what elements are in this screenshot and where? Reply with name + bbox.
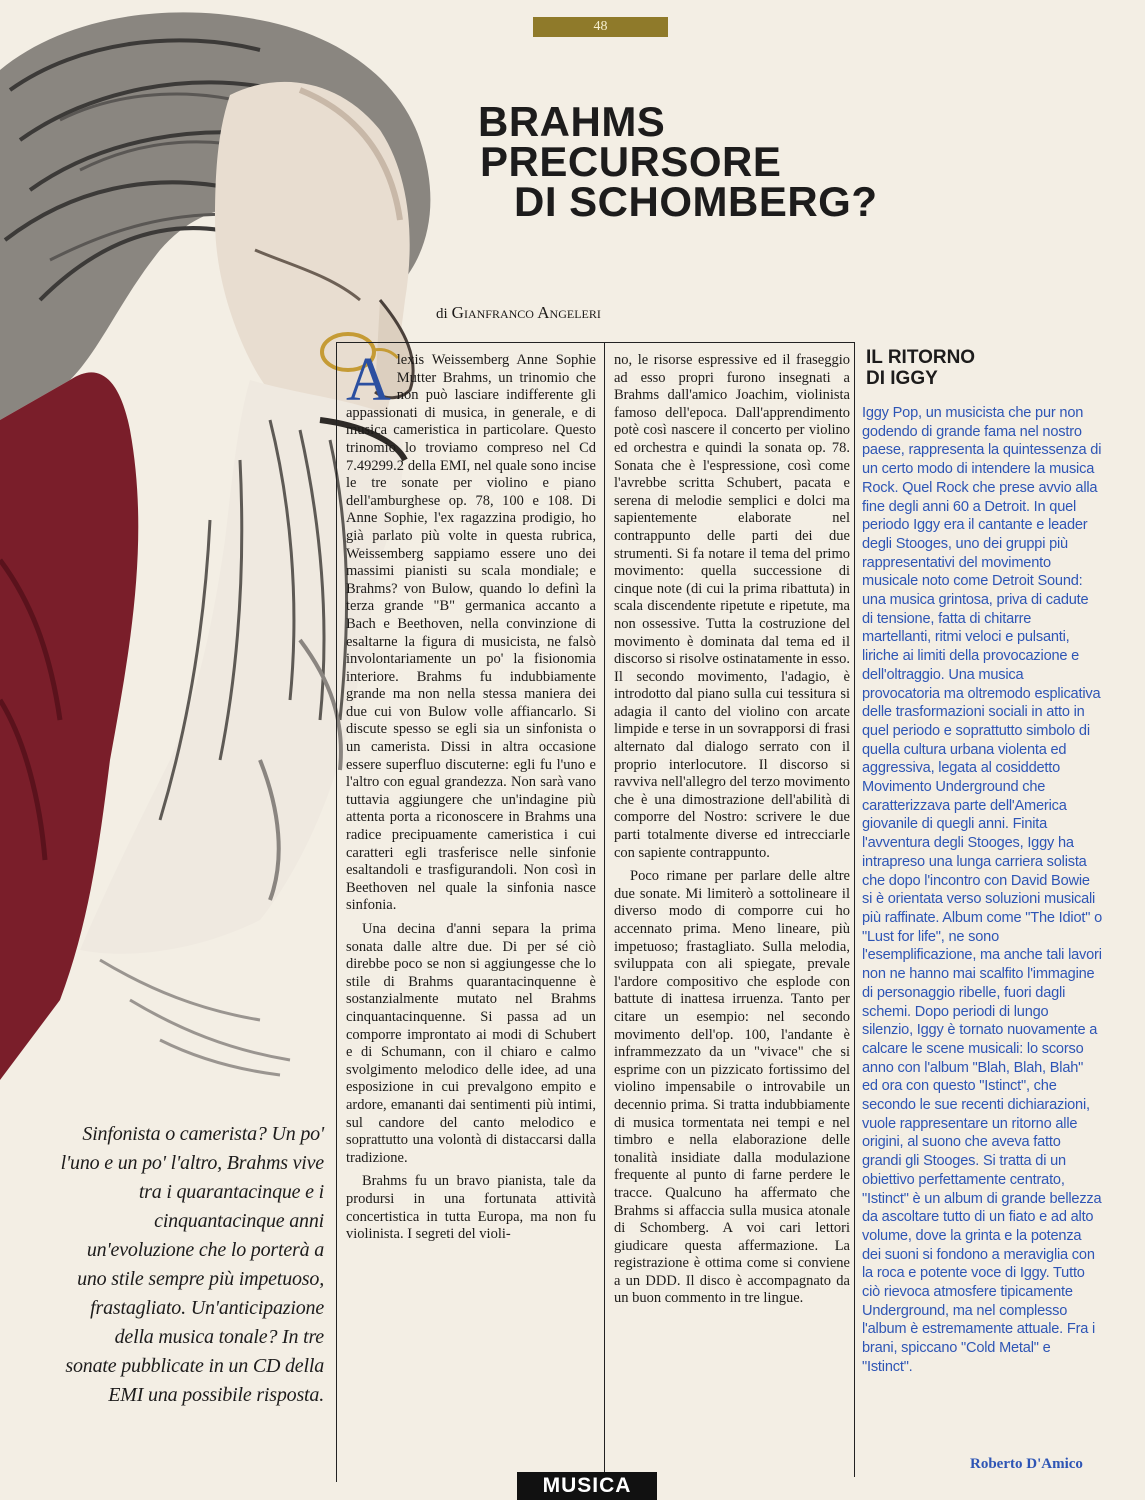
- byline-author: Gianfranco Angeleri: [451, 303, 601, 322]
- paragraph-5: Poco rimane per parlare delle altre due sonate. Mi limiterò a sottolineare il diverso modo di comporre cui ho accennato prima. Meno lineare, più impetuoso; frastagliato. Sulla melodia, sviluppata con ali spiegate, prevale l'ardore compositivo che esplode con battute di inattesa irruenza. Tanto per citare un esempio: nel secondo movimento dell'op. 100, l'andante è inframmezzato da un "vivace" che si esprime con un pizzicato fortissimo del violino impensabile o introvabile un decennio prima. Si tratta indubbiamente di musica tormentata nei tempi e nel timbro e nella elaborazione delle tonalità insidiate dalla modulazione frequente al punto di farne perdere le tracce. Qualcuno ha affermato che Brahms si affaccia sulla musica atonale di Schomberg. A voi cari lettori giudicare questa affermazione. La registrazione è ottima come si conviene a un DDD. Il disco è accompagnato da un buon commento in tre lingue.: [614, 868, 850, 1307]
- pull-quote: Sinfonista o camerista? Un po' l'uno e un po' l'altro, Brahms vive tra i quarantacinque e i cinquantacinque anni un'evoluzione che lo porterà a uno stile sempre più impetuoso, frastagliato. Un'anticipazione della musica tonale? In tre sonate pubblicate in un CD della EMI una possibile risposta.: [60, 1123, 324, 1406]
- paragraph-2: Una decina d'anni separa la prima sonata dalle altre due. Di per sé ciò direbbe poco se non si aggiungesse che lo stile di Brahms quarantacinquenne è sostanzialmente mutato nel Brahms cinquantacinquenne. Si passa ad un comporre improntato ai modi di Schubert e di Schumann, con il chiaro e calmo svolgimento melodico delle idee, ad una esposizione in cui prevalgono empito e ardore, emananti dai sentimenti più intimi, sul candore del canto melodico e soprattutto una volontà di distaccarsi dalla tradizione.: [346, 921, 596, 1166]
- article-column-1: [346, 346, 596, 1244]
- portrait-coat: [0, 372, 138, 1080]
- paragraph-4: no, le risorse espressive ed il fraseggio ad esso propri furono insegnati a Brahms dall'amico Joachim, violinista famoso dell'epoca. Dall'apprendimento potè così nascere il concerto per violino ed orchestra e quindi la sonata op. 78. Sonata che è l'espressione, così come l'avrebbe scritta Schubert, pacata e serena di melodie semplici e dolci ma sapientemente elaborate nel contrappunto delle parti dei due strumenti. Si fa notare il tema del primo movimento: quella successione di cinque note (di cui la prima ribattuta) in scala discendente ripetute e ripetute, ma non ossessive. Tutta la costruzione del movimento è dominata dal tema ed il discorso si risolve ostinatamente in esso. Il secondo movimento, l'adagio, è introdotto dal piano sulla cui tessitura si adagia il canto del violino con arcate limpide e terse in un sovrapporsi di frasi alternato dal dialogo serrato con il proprio interlocutore. Il discorso si ravviva nell'allegro del terzo movimento che è una dimostrazione dell'abilità di comporre del Nostro: scrivere le due parti totalmente diverse ed intrecciarle con sapiente contrappunto.: [614, 352, 850, 861]
- column-rule-left: [336, 342, 337, 1482]
- column-rule-top: [336, 342, 854, 343]
- title-line-1: BRAHMS: [478, 98, 666, 145]
- sidebar-title-line-2: DI IGGY: [866, 368, 938, 389]
- column-rule-middle: [604, 342, 605, 1472]
- sidebar-body: Iggy Pop, un musicista che pur non godendo di grande fama nel nostro paese, rappresenta la quintessenza di un certo modo di intendere la musica Rock. Quel Rock che prese avvio alla fine degli anni 60 a Detroit. In quel periodo Iggy era il cantante e leader degli Stooges, uno dei gruppi più rappresentativi del movimento musicale noto come Detroit Sound: una musica grintosa, priva di cadute di tensione, fatta di chitarre martellanti, ritmi veloci e pulsanti, liriche ai limiti della provocazione e dell'oltraggio. Una musica provocatoria ma oltremodo esplicativa delle trasformazioni sociali in atto in quel periodo e soprattutto simbolo di quella cultura urbana violenta ed aggressiva, legata al cosiddetto Movimento Underground che caratterizzava parte dell'America giovanile di quegli anni. Finita l'avventura degli Stooges, Iggy ha intrapreso una lunga carriera solista che dopo l'incontro con David Bowie si è orientata verso soluzioni musicali più raffinate. Album come "The Idiot" o "Lust for life", ne sono l'esemplificazione, ma anche tali lavori non ne hanno mai scalfito l'immagine di personaggio ribelle, fuori dagli schemi. Dopo periodi di lungo silenzio, Iggy è tornato nuovamente a calcare le scene musicali: lo scorso anno con l'album "Blah, Blah, Blah" ed ora con questo "Istinct", che secondo le sue recenti dichiarazioni, vuole rappresentare un ritorno alle origini, al suono che aveva fatto grandi gli Stooges. Si tratta di un obiettivo perfettamente centrato, "Istinct" è un album di grande bellezza da ascoltare tutto di un fiato e ad alto volume, dove la grinta e la potenza dei suoni si fondono a meraviglia con la roca e potente voce di Iggy. Tutto ciò rievoca atmosfere tipicamente Underground, ma nel complesso l'album è estremamente attuale. Fra i brani, spiccano "Cold Metal" e "Istinct".: [862, 405, 1102, 1375]
- article-column-2: [614, 352, 850, 1308]
- section-label: MUSICA: [517, 1472, 657, 1500]
- byline: [436, 303, 601, 323]
- column-rule-right: [854, 342, 855, 1477]
- sidebar-title: [866, 347, 975, 389]
- article-title: [478, 98, 878, 225]
- title-line-2: PRECURSORE: [480, 138, 782, 185]
- byline-prefix: di: [436, 306, 448, 322]
- sidebar-title-line-1: IL RITORNO: [866, 347, 976, 368]
- page-number: 48: [533, 17, 668, 37]
- sidebar-signature: Roberto D'Amico: [970, 1456, 1083, 1472]
- paragraph-3: Brahms fu un bravo pianista, tale da prodursi in una fortunata attività concertistica in tutta Europa, ma non fu violinista. I segreti del violi-: [346, 1173, 596, 1243]
- drop-cap: A: [346, 346, 391, 414]
- paragraph-1: Alexis Weissemberg Anne Sophie Mutter Brahms, un trinomio che non può lasciare indifferente gli appassionati di musica, in generale, e di musica cameristica in particolare. Questo trinomio lo troviamo compreso nel Cd 7.49299.2 della EMI, nel quale sono incise le tre sonate per violino e piano dell'amburghese op. 78, 100 e 108. Di Anne Sophie, l'ex ragazzina prodigio, ho già parlato più volte in questa rubrica, Weissemberg sappiamo essere uno dei massimi pianisti su scala mondiale; e Brahms? von Bulow, quando lo definì la terza grande "B" germanica accanto a Bach e Beethoven, nella convinzione di esaltarne la figura di musicista, ne falsò involontariamente un po' la fisionomia interiore. Brahms fu indubbiamente grande ma non nella stessa maniera dei due cui von Bulow volle affiancarlo. Si discute spesso se egli sia un sinfonista o un camerista. Dissi in altra occasione essere superfluo discuterne: egli fu l'uno e l'altro con egual grandezza. Non sarà vano tuttavia aggiungere che un'indagine più attenta porta a riconoscere in Brahms una radice precipuamente cameristica i cui caratteri egli trasferisce nelle sinfonie esaltandoli e trasfigurandoli. Non così in Beethoven nel quale la sinfonia nasce sinfonia.: [346, 346, 596, 914]
- title-line-3: DI SCHOMBERG?: [514, 178, 878, 225]
